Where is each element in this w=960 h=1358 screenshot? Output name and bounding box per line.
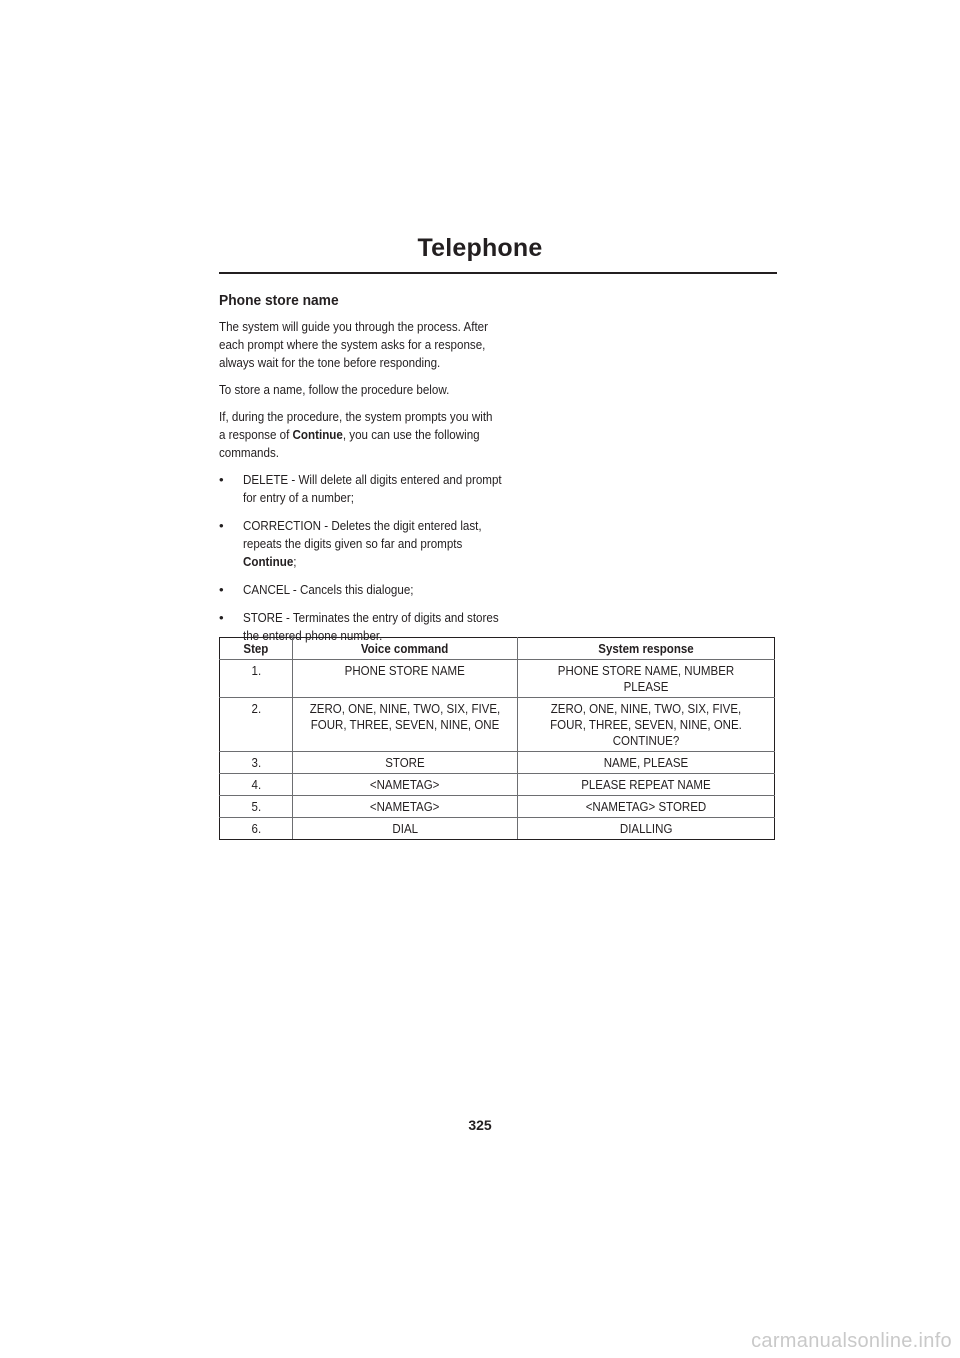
intro-paragraph: The system will guide you through the process. After each prompt where the system asks for a response, always wait for the tone before responding. bbox=[219, 319, 488, 370]
voice-command-table bbox=[219, 637, 775, 840]
table-row: 6. DIAL DIALLING bbox=[220, 818, 775, 840]
table-row: 1. PHONE STORE NAME PHONE STORE NAME, NUMBER PLEASE bbox=[220, 660, 775, 698]
continue-keyword: Continue bbox=[243, 554, 294, 569]
procedure-paragraph: To store a name, follow the procedure below. bbox=[219, 382, 450, 397]
bullet-icon: • bbox=[219, 610, 224, 625]
list-item: • CANCEL - Cancels this dialogue; bbox=[219, 582, 414, 597]
table-row: 2. ZERO, ONE, NINE, TWO, SIX, FIVE, FOUR, THREE, SEVEN, NINE, ONE ZERO, ONE, NINE, TWO, SIX, FIVE, FOUR, THREE, SEVEN, NINE, ONE. CONTINUE? bbox=[220, 698, 775, 752]
bullet-icon: • bbox=[219, 582, 224, 597]
list-item: • DELETE - Will delete all digits entered and prompt for entry of a number; bbox=[219, 472, 502, 505]
section-heading: Phone store name bbox=[219, 292, 339, 309]
bullet-icon: • bbox=[219, 518, 224, 533]
column-header-step: Step bbox=[220, 638, 293, 660]
title-divider bbox=[219, 272, 777, 274]
page-title: Telephone bbox=[417, 234, 543, 262]
column-header-system-response: System response bbox=[518, 638, 775, 660]
watermark: carmanualsonline.info bbox=[751, 1330, 952, 1352]
continue-paragraph: If, during the procedure, the system prompts you with a response of Continue, you can use the following commands. bbox=[219, 409, 493, 460]
body-text bbox=[219, 318, 509, 655]
column-header-voice-command: Voice command bbox=[293, 638, 518, 660]
continue-keyword: Continue bbox=[292, 427, 343, 442]
bullet-icon: • bbox=[219, 472, 224, 487]
table-row: 5. <NAMETAG> <NAMETAG> STORED bbox=[220, 796, 775, 818]
page-number: 325 bbox=[468, 1117, 492, 1133]
command-list bbox=[219, 471, 509, 645]
table-row: 3. STORE NAME, PLEASE bbox=[220, 752, 775, 774]
list-item: • STORE - Terminates the entry of digits and stores the entered phone number. bbox=[219, 610, 499, 643]
table-row: 4. <NAMETAG> PLEASE REPEAT NAME bbox=[220, 774, 775, 796]
list-item: • CORRECTION - Deletes the digit entered last, repeats the digits given so far and prompts Continue; bbox=[219, 518, 482, 569]
table-header-row bbox=[220, 638, 775, 660]
